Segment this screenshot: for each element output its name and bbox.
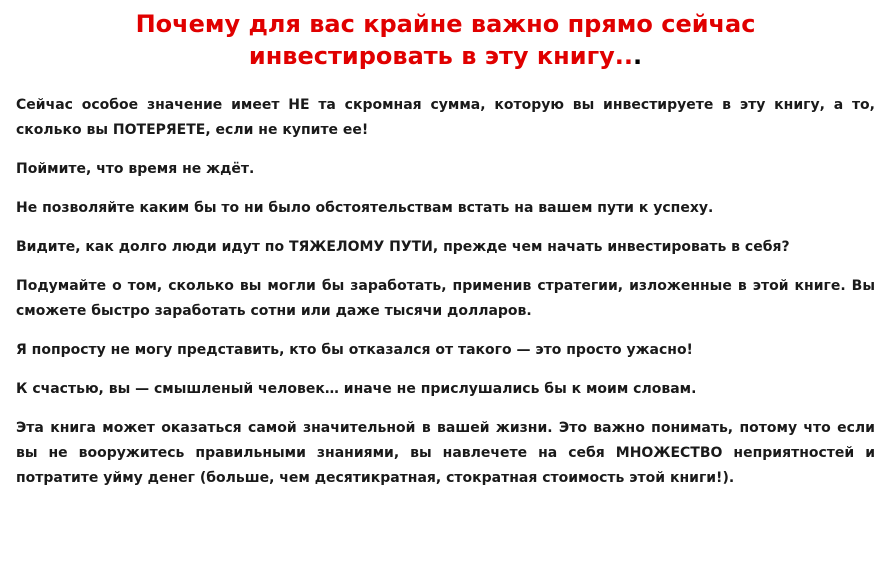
title-ellipsis: .. xyxy=(614,42,633,70)
paragraph-4: Видите, как долго люди идут по ТЯЖЕЛОМУ ПУТИ, прежде чем начать инвестировать в себя? xyxy=(16,239,790,255)
paragraph-8: Эта книга может оказаться самой значительной в вашей жизни. Это важно понимать, потому что если вы не вооружитесь правильными знаниями, вы навлечете на себя МНОЖЕСТВО неприятностей и потратите уйму денег (больше, чем десятикратная, стократная стоимость этой книги!). xyxy=(16,420,875,486)
title-line-2-text: инвестировать в эту книгу xyxy=(248,42,615,70)
paragraph-3: Не позволяйте каким бы то ни было обстоятельствам встать на вашем пути к успеху. xyxy=(16,200,714,216)
page-title xyxy=(16,0,875,72)
title-period: . xyxy=(632,42,643,70)
body-text xyxy=(16,93,875,491)
paragraph-6: Я попросту не могу представить, кто бы отказался от такого — это просто ужасно! xyxy=(16,342,693,358)
title-line-1: Почему для вас крайне важно прямо сейчас xyxy=(135,10,756,38)
paragraph-5: Подумайте о том, сколько вы могли бы заработать, применив стратегии, изложенные в этой книге. Вы сможете быстро заработать сотни или даже тысячи долларов. xyxy=(16,278,875,319)
paragraph-2: Поймите, что время не ждёт. xyxy=(16,161,255,177)
paragraph-1: Сейчас особое значение имеет НЕ та скромная сумма, которую вы инвестируете в эту книгу, а то, сколько вы ПОТЕРЯЕТЕ, если не купите ее! xyxy=(16,97,875,138)
title-line-2 xyxy=(16,40,875,72)
paragraph-7: К счастью, вы — смышленый человек… иначе не прислушались бы к моим словам. xyxy=(16,381,697,397)
